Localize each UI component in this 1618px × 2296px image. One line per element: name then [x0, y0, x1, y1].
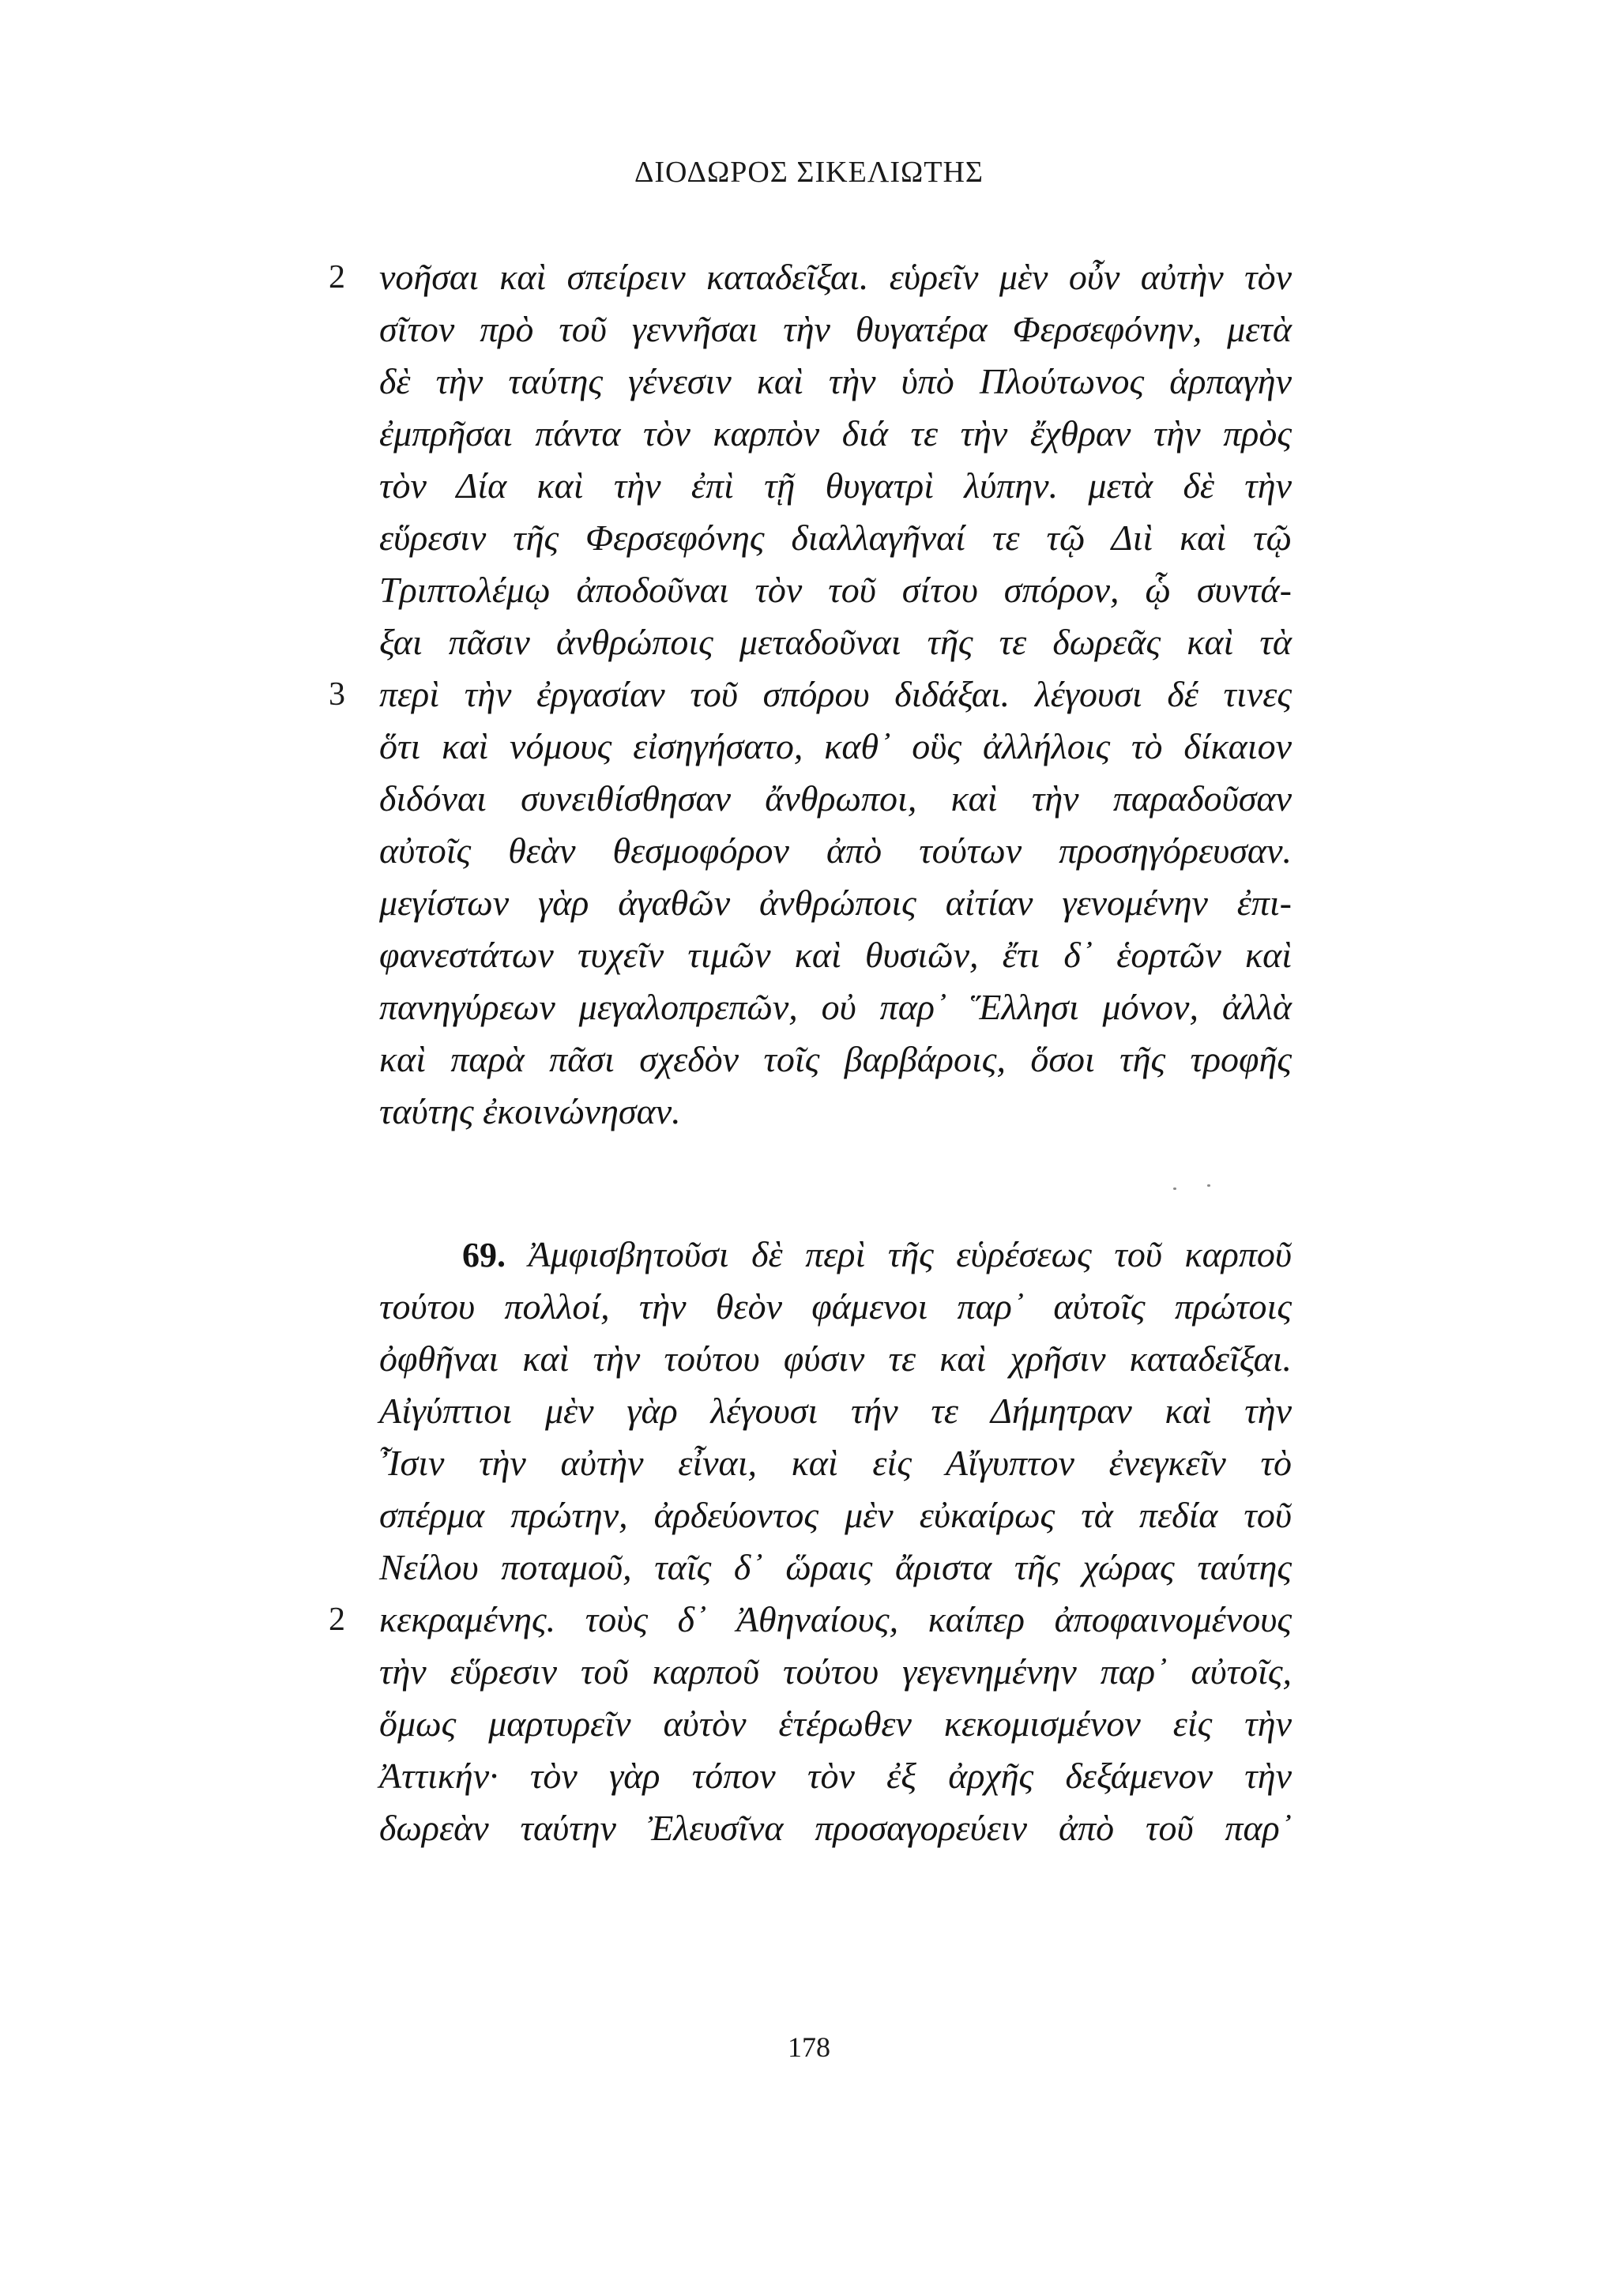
scan-speck: [1207, 1184, 1210, 1187]
text-line: πανηγύρεων μεγαλοπρεπῶν, οὐ παρ᾽ Ἕλλησι μόνον, ἀλλὰ: [379, 987, 1292, 1027]
text-line: ξαι πᾶσιν ἀνθρώποις μεταδοῦναι τῆς τε δωρεᾶς καὶ τὰ: [379, 622, 1292, 662]
text-line: δωρεὰν ταύτην Ἐλευσῖνα προσαγορεύειν ἀπὸ τοῦ παρ᾽: [379, 1808, 1292, 1848]
text-line: μεγίστων γὰρ ἀγαθῶν ἀνθρώποις αἰτίαν γενομένην ἐπι-: [379, 883, 1292, 923]
text-line: διδόναι συνειθίσθησαν ἄνθρωποι, καὶ τὴν παραδοῦσαν: [379, 778, 1292, 819]
text-line: αὐτοῖς θεὰν θεσμοφόρον ἀπὸ τούτων προσηγόρευσαν.: [379, 830, 1292, 871]
text-line: καὶ παρὰ πᾶσι σχεδὸν τοῖς βαρβάροις, ὅσοι τῆς τροφῆς: [379, 1039, 1292, 1079]
text-line: 2 νοῆσαι καὶ σπείρειν καταδεῖξαι. εὑρεῖν μὲν οὖν αὐτὴν τὸν: [379, 251, 1292, 303]
chapter-number: 69.: [462, 1236, 506, 1274]
page-number: 178: [788, 2031, 830, 2063]
text-line: Ἶσιν τὴν αὐτὴν εἶναι, καὶ εἰς Αἴγυπτον ἐνεγκεῖν τὸ: [379, 1443, 1292, 1483]
text-line: σῖτον πρὸ τοῦ γεννῆσαι τὴν θυγατέρα Φερσεφόνην, μετὰ: [379, 309, 1292, 349]
text-line: τὴν εὕρεσιν τοῦ καρποῦ τούτου γεγενημένην παρ᾽ αὐτοῖς,: [379, 1651, 1292, 1692]
section-marker: 2: [329, 1602, 345, 1638]
text-line: ὅμως μαρτυρεῖν αὐτὸν ἑτέρωθεν κεκομισμένον εἰς τὴν: [379, 1703, 1292, 1744]
text-line: ἐμπρῆσαι πάντα τὸν καρπὸν διά τε τὴν ἔχθραν τὴν πρὸς: [379, 413, 1292, 454]
text-line: Ἀττικήν· τὸν γὰρ τόπον τὸν ἐξ ἀρχῆς δεξάμενον τὴν: [379, 1756, 1292, 1796]
paragraph-block-2: [329, 1229, 1293, 1854]
text-line: ὀφθῆναι καὶ τὴν τούτου φύσιν τε καὶ χρῆσιν καταδεῖξαι.: [379, 1338, 1292, 1379]
text-line: 69. Ἀμφισβητοῦσι δὲ περὶ τῆς εὑρέσεως τοῦ καρποῦ: [462, 1234, 1293, 1274]
text-line: 2 κεκραμένης. τοὺς δ᾽ Ἀθηναίους, καίπερ ἀποφαινομένους: [379, 1594, 1292, 1646]
text-line: Νείλου ποταμοῦ, ταῖς δ᾽ ὥραις ἄριστα τῆς χώρας ταύτης: [379, 1547, 1292, 1587]
text-line: 3 περὶ τὴν ἐργασίαν τοῦ σπόρου διδάξαι. λέγουσι δέ τινες: [379, 668, 1292, 721]
text-line: ταύτης ἐκοινώνησαν.: [379, 1091, 681, 1131]
text-line: τούτου πολλοί, τὴν θεὸν φάμενοι παρ᾽ αὐτοῖς πρώτοις: [379, 1286, 1292, 1327]
text-line: δὲ τὴν ταύτης γένεσιν καὶ τὴν ὑπὸ Πλούτωνος ἁρπαγὴν: [379, 361, 1292, 401]
text-line: εὕρεσιν τῆς Φερσεφόνης διαλλαγῆναί τε τῷ Διὶ καὶ τῷ: [379, 518, 1292, 558]
text-line: Αἰγύπτιοι μὲν γὰρ λέγουσι τήν τε Δήμητραν καὶ τὴν: [379, 1391, 1292, 1431]
scan-speck: [1173, 1188, 1176, 1190]
text-line: σπέρμα πρώτην, ἀρδεύοντος μὲν εὐκαίρως τὰ πεδία τοῦ: [379, 1495, 1292, 1535]
text-line: Τριπτολέμῳ ἀποδοῦναι τὸν τοῦ σίτου σπόρον, ᾧ συντά-: [379, 570, 1292, 610]
text-line: φανεστάτων τυχεῖν τιμῶν καὶ θυσιῶν, ἔτι δ᾽ ἑορτῶν καὶ: [379, 935, 1292, 975]
section-marker: 3: [329, 676, 345, 713]
text-line: ὅτι καὶ νόμους εἰσηγήσατο, καθ᾽ οὓς ἀλλήλοις τὸ δίκαιον: [379, 726, 1292, 766]
running-head: ΔΙΟΔΩΡΟΣ ΣΙΚΕΛΙΩΤΗΣ: [634, 156, 984, 189]
section-marker: 2: [329, 259, 345, 295]
text-line: τὸν Δία καὶ τὴν ἐπὶ τῇ θυγατρὶ λύπην. μετὰ δὲ τὴν: [379, 465, 1292, 506]
paragraph-block-1: [329, 251, 1292, 1138]
